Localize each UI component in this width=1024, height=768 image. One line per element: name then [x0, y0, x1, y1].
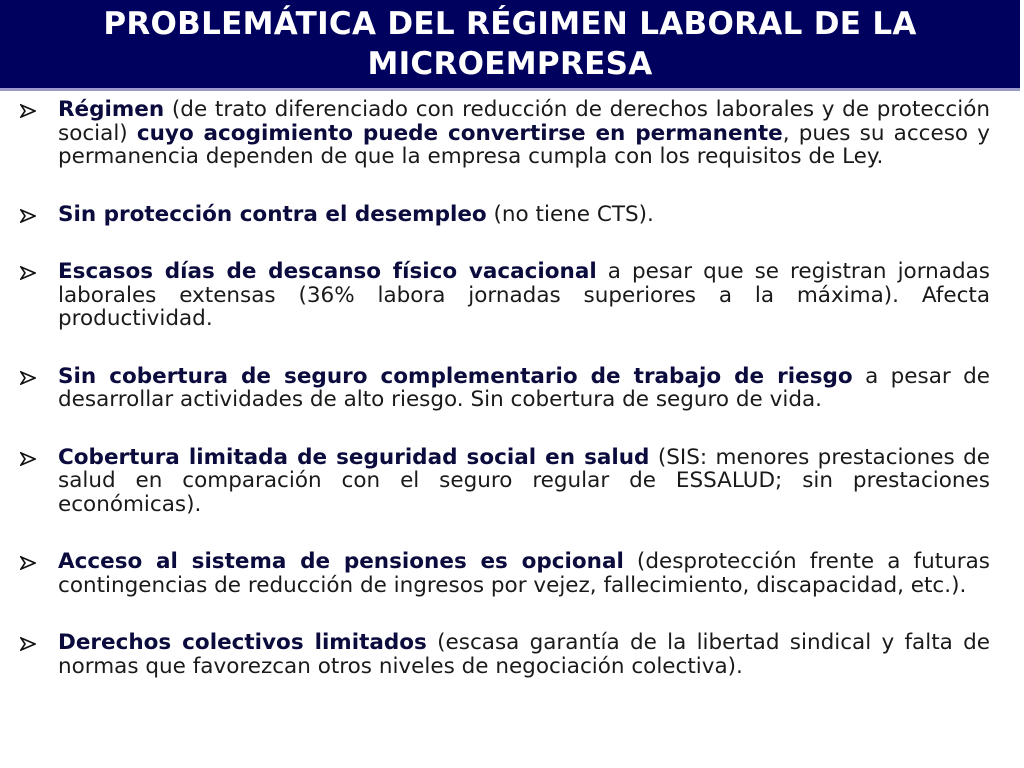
bullet-item-derechos-colectivos [20, 631, 990, 678]
bullet-text: (escasa garantía de la libertad sindical y falta de normas que favorezcan otros niveles de negociación colectiva). [58, 630, 990, 679]
bullet-text: a pesar de desarrollar actividades de alto riesgo. Sin cobertura de seguro de vida. [58, 363, 990, 412]
bullet-bold-text: Sin protección contra el desempleo [58, 201, 487, 227]
bullet-text: , pues su acceso y permanencia dependen de que la empresa cumpla con los requisitos de Ley. [58, 120, 990, 169]
bullet-text: a pesar que se registran jornadas laborales extensas (36% labora jornadas superiores a la máxima). Afecta productividad. [58, 259, 990, 331]
bullet-bold-text: Cobertura limitada de seguridad social en salud [58, 444, 650, 470]
arrowhead-bullet-icon [20, 209, 36, 223]
bullet-item-vacaciones [20, 260, 990, 331]
bullet-item-seguro-riesgo [20, 365, 990, 412]
bullet-list [20, 98, 990, 678]
bullet-item-desempleo [20, 203, 990, 227]
bullet-text: (de trato diferenciado con reducción de derechos laborales y de protección social) [58, 97, 990, 146]
bullet-bold-text: Escasos días de descanso físico vacacional [58, 259, 597, 284]
arrowhead-bullet-icon [20, 371, 36, 385]
bullet-bold-text: Sin cobertura de seguro complementario de trabajo de riesgo [58, 363, 853, 389]
bullet-bold-text: Acceso al sistema de pensiones es opcional [58, 549, 624, 574]
bullet-item-regimen [20, 98, 990, 169]
arrowhead-bullet-icon [20, 556, 36, 570]
bullet-item-salud [20, 446, 990, 517]
arrowhead-bullet-icon [20, 104, 36, 118]
bullet-text: (no tiene CTS). [486, 201, 654, 227]
arrowhead-bullet-icon [20, 266, 36, 280]
bullet-text: (SIS: menores prestaciones de salud en comparación con el seguro regular de ESSALUD; sin prestaciones económicas). [58, 444, 990, 517]
title-bar [0, 0, 1020, 91]
bullet-item-pensiones [20, 550, 990, 597]
bullet-bold-text: Derechos colectivos limitados [58, 630, 427, 655]
bullet-text: (desprotección frente a futuras contingencias de reducción de ingresos por vejez, fallecimiento, discapacidad, etc.). [58, 549, 990, 598]
arrowhead-bullet-icon [20, 637, 36, 651]
slide-title: PROBLEMÁTICA DEL RÉGIMEN LABORAL DE LA MICROEMPRESA [103, 6, 917, 82]
arrowhead-bullet-icon [20, 452, 36, 466]
bullet-bold-text: cuyo acogimiento puede convertirse en permanente [136, 120, 783, 146]
bullet-bold-text: Régimen [58, 97, 165, 122]
